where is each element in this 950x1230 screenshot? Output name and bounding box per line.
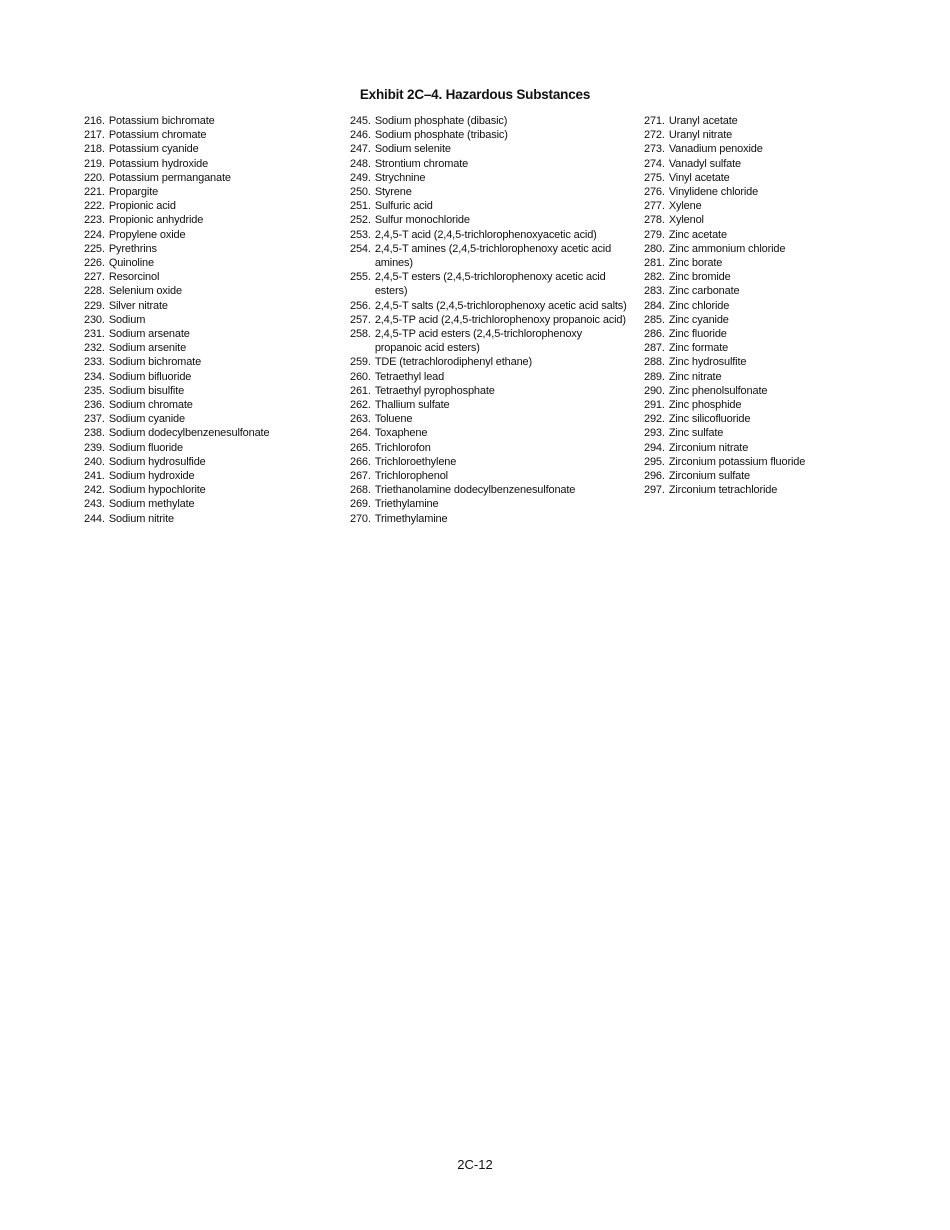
substance-name: Vanadium penoxide	[668, 143, 763, 156]
item-number: 295.	[644, 455, 665, 468]
substance-name: Sodium selenite	[374, 143, 451, 156]
item-number: 290.	[644, 384, 665, 397]
item-number: 227.	[84, 271, 105, 284]
item-number: 220.	[84, 171, 105, 184]
substance-name: Sodium chromate	[108, 399, 193, 412]
substance-name: Sodium bifluoride	[108, 370, 192, 383]
substance-name: Sodium phosphate (dibasic)	[374, 115, 508, 127]
substance-name: Uranyl nitrate	[668, 129, 733, 142]
item-number: 296.	[644, 470, 665, 483]
substance-name: Sodium hypochlorite	[108, 484, 206, 497]
item-number: 236.	[84, 399, 105, 412]
item-number: 252.	[350, 214, 371, 227]
list-item	[350, 228, 630, 242]
list-item	[84, 228, 334, 242]
list-item	[84, 398, 334, 412]
substance-name: Selenium oxide	[108, 285, 182, 298]
list-item	[350, 441, 630, 455]
substance-name: 2,4,5-T acid (2,4,5-trichlorophenoxyacetic acid)	[374, 228, 597, 241]
substance-name: Zirconium tetrachloride	[668, 484, 778, 497]
list-item	[644, 313, 864, 327]
substance-name: Potassium chromate	[108, 129, 207, 142]
substance-name: Potassium bichromate	[108, 115, 215, 127]
substance-name: Zinc carbonate	[668, 285, 740, 298]
substance-name: Xylene	[668, 200, 702, 213]
substance-name: Sodium bichromate	[108, 356, 202, 369]
list-item	[84, 341, 334, 355]
list-item	[84, 370, 334, 384]
item-number: 245.	[350, 115, 371, 127]
substance-name: Propylene oxide	[108, 228, 186, 241]
item-number: 280.	[644, 242, 665, 255]
item-number: 282.	[644, 271, 665, 284]
list-item	[644, 284, 864, 298]
substance-name: Zinc nitrate	[668, 370, 722, 383]
substance-name: Sodium arsenite	[108, 342, 187, 355]
item-number: 271.	[644, 115, 665, 127]
list-item	[84, 199, 334, 213]
item-number: 250.	[350, 186, 371, 199]
item-number: 237.	[84, 413, 105, 426]
item-number: 267.	[350, 470, 371, 483]
substance-name: Zinc sulfate	[668, 427, 724, 440]
item-number: 239.	[84, 441, 105, 454]
list-item	[84, 242, 334, 256]
list-item	[644, 142, 864, 156]
item-number: 258.	[350, 328, 371, 341]
substance-name: Uranyl acetate	[668, 115, 738, 127]
list-item	[350, 142, 630, 156]
substance-name: 2,4,5-T salts (2,4,5-trichlorophenoxy acetic acid salts)	[374, 299, 627, 312]
item-number: 286.	[644, 328, 665, 341]
substance-name: Zinc ammonium chloride	[668, 242, 786, 255]
item-number: 283.	[644, 285, 665, 298]
substance-name: Zinc hydrosulfite	[668, 356, 747, 369]
list-item	[84, 185, 334, 199]
list-item	[350, 512, 630, 526]
list-item	[350, 398, 630, 412]
list-item	[350, 327, 630, 355]
list-item	[350, 114, 630, 128]
item-number: 224.	[84, 228, 105, 241]
item-number: 231.	[84, 328, 105, 341]
list-item	[350, 313, 630, 327]
substance-name: Thallium sulfate	[374, 399, 450, 412]
substance-name: Zinc phosphide	[668, 399, 742, 412]
item-number: 285.	[644, 313, 665, 326]
list-item	[84, 313, 334, 327]
item-number: 219.	[84, 157, 105, 170]
substance-name: Sodium bisulfite	[108, 384, 185, 397]
item-number: 281.	[644, 257, 665, 270]
substance-name: Sodium fluoride	[108, 441, 183, 454]
item-number: 293.	[644, 427, 665, 440]
item-number: 218.	[84, 143, 105, 156]
list-item	[84, 469, 334, 483]
substance-name: Sodium cyanide	[108, 413, 185, 426]
substance-name: Styrene	[374, 186, 412, 199]
list-item	[84, 512, 334, 526]
list-item	[644, 256, 864, 270]
list-item	[84, 441, 334, 455]
list-item	[350, 370, 630, 384]
list-item	[644, 341, 864, 355]
item-number: 238.	[84, 427, 105, 440]
substance-name: Propionic anhydride	[108, 214, 204, 227]
substance-name: Vinylidene chloride	[668, 186, 759, 199]
list-item	[84, 284, 334, 298]
list-item	[84, 142, 334, 156]
substance-name: Sodium methylate	[108, 498, 195, 511]
item-number: 248.	[350, 157, 371, 170]
list-item	[350, 455, 630, 469]
substance-name: Zinc acetate	[668, 228, 727, 241]
substance-list-column-3	[644, 114, 864, 497]
list-item	[84, 157, 334, 171]
substance-name: Trimethylamine	[374, 512, 448, 525]
list-item	[644, 157, 864, 171]
list-item	[350, 171, 630, 185]
page-number: 2C-12	[457, 1157, 493, 1172]
list-item	[84, 384, 334, 398]
substance-name: Silver nitrate	[108, 299, 168, 312]
list-item	[644, 114, 864, 128]
substance-name: Trichlorophenol	[374, 470, 448, 483]
list-item	[84, 355, 334, 369]
substance-name: 2,4,5-T amines (2,4,5-trichlorophenoxy acetic acid amines)	[374, 242, 612, 270]
substance-name: Toluene	[374, 413, 413, 426]
list-item	[644, 469, 864, 483]
substance-name: Xylenol	[668, 214, 704, 227]
exhibit-title: Exhibit 2C–4. Hazardous Substances	[359, 87, 591, 102]
substance-name: Trichlorofon	[374, 441, 431, 454]
item-number: 226.	[84, 257, 105, 270]
substance-name: Zirconium potassium fluoride	[668, 455, 806, 468]
item-number: 263.	[350, 413, 371, 426]
substance-name: Zinc borate	[668, 257, 723, 270]
item-number: 264.	[350, 427, 371, 440]
list-item	[84, 128, 334, 142]
item-number: 266.	[350, 455, 371, 468]
item-number: 244.	[84, 512, 105, 525]
item-number: 230.	[84, 313, 105, 326]
list-item	[350, 483, 630, 497]
list-item	[84, 213, 334, 227]
substance-name: Triethanolamine dodecylbenzenesulfonate	[374, 484, 576, 497]
item-number: 229.	[84, 299, 105, 312]
item-number: 260.	[350, 370, 371, 383]
substance-name: Triethylamine	[374, 498, 439, 511]
list-item	[350, 299, 630, 313]
substance-name: 2,4,5-TP acid (2,4,5-trichlorophenoxy propanoic acid)	[374, 313, 626, 326]
list-item	[644, 185, 864, 199]
substance-name: Sodium hydrosulfide	[108, 455, 206, 468]
list-item	[644, 299, 864, 313]
item-number: 262.	[350, 399, 371, 412]
substance-name: Zinc formate	[668, 342, 729, 355]
item-number: 277.	[644, 200, 665, 213]
substance-name: Zinc cyanide	[668, 313, 729, 326]
item-number: 265.	[350, 441, 371, 454]
substance-name: Sodium dodecylbenzenesulfonate	[108, 427, 270, 440]
substance-name: Tetraethyl pyrophosphate	[374, 384, 495, 397]
list-item	[350, 355, 630, 369]
item-number: 216.	[84, 115, 105, 127]
list-item	[350, 412, 630, 426]
list-item	[644, 412, 864, 426]
item-number: 270.	[350, 512, 371, 525]
substance-name: TDE (tetrachlorodiphenyl ethane)	[374, 356, 533, 369]
list-item	[644, 242, 864, 256]
substance-name: Potassium hydroxide	[108, 157, 209, 170]
item-number: 233.	[84, 356, 105, 369]
list-item	[84, 483, 334, 497]
substance-name: Zirconium sulfate	[668, 470, 751, 483]
substance-name: Zinc chloride	[668, 299, 730, 312]
list-item	[644, 270, 864, 284]
substance-name: Strontium chromate	[374, 157, 469, 170]
item-number: 274.	[644, 157, 665, 170]
list-item	[644, 455, 864, 469]
list-item	[84, 455, 334, 469]
item-number: 255.	[350, 271, 371, 284]
item-number: 279.	[644, 228, 665, 241]
item-number: 240.	[84, 455, 105, 468]
item-number: 297.	[644, 484, 665, 497]
substance-name: Zinc silicofluoride	[668, 413, 751, 426]
item-number: 289.	[644, 370, 665, 383]
list-item	[84, 497, 334, 511]
substance-name: Sodium arsenate	[108, 328, 190, 341]
list-item	[644, 384, 864, 398]
substance-name: Quinoline	[108, 257, 154, 270]
substance-name: Potassium cyanide	[108, 143, 199, 156]
list-item	[84, 426, 334, 440]
item-number: 275.	[644, 171, 665, 184]
item-number: 272.	[644, 129, 665, 142]
item-number: 243.	[84, 498, 105, 511]
item-number: 234.	[84, 370, 105, 383]
item-number: 254.	[350, 242, 371, 255]
substance-name: Toxaphene	[374, 427, 428, 440]
substance-name: Sodium nitrite	[108, 512, 174, 525]
list-item	[644, 213, 864, 227]
item-number: 225.	[84, 242, 105, 255]
list-item	[84, 327, 334, 341]
item-number: 253.	[350, 228, 371, 241]
list-item	[84, 270, 334, 284]
item-number: 223.	[84, 214, 105, 227]
substance-name: Zirconium nitrate	[668, 441, 749, 454]
substance-name: Propargite	[108, 186, 159, 199]
item-number: 288.	[644, 356, 665, 369]
list-item	[350, 426, 630, 440]
list-item	[644, 128, 864, 142]
list-item	[350, 242, 630, 270]
item-number: 259.	[350, 356, 371, 369]
item-number: 228.	[84, 285, 105, 298]
list-item	[350, 384, 630, 398]
substance-name: Pyrethrins	[108, 242, 157, 255]
item-number: 249.	[350, 171, 371, 184]
item-number: 256.	[350, 299, 371, 312]
substance-list-column-1	[84, 114, 334, 526]
list-item	[84, 114, 334, 128]
item-number: 217.	[84, 129, 105, 142]
substance-name: Trichloroethylene	[374, 455, 457, 468]
list-item	[644, 370, 864, 384]
substance-name: Zinc phenolsulfonate	[668, 384, 768, 397]
item-number: 235.	[84, 384, 105, 397]
list-item	[350, 213, 630, 227]
item-number: 247.	[350, 143, 371, 156]
list-item	[84, 171, 334, 185]
substance-name: Sodium phosphate (tribasic)	[374, 129, 508, 142]
substance-name: Vinyl acetate	[668, 171, 730, 184]
substance-list-column-2	[350, 114, 630, 526]
list-item	[644, 398, 864, 412]
list-item	[84, 299, 334, 313]
item-number: 292.	[644, 413, 665, 426]
list-item	[84, 256, 334, 270]
list-item	[644, 441, 864, 455]
substance-name: Strychnine	[374, 171, 426, 184]
item-number: 294.	[644, 441, 665, 454]
substance-name: 2,4,5-T esters (2,4,5-trichlorophenoxy acetic acid esters)	[374, 271, 606, 298]
item-number: 251.	[350, 200, 371, 213]
list-item	[350, 128, 630, 142]
list-item	[644, 483, 864, 497]
substance-name: Zinc bromide	[668, 271, 731, 284]
list-item	[644, 199, 864, 213]
item-number: 221.	[84, 186, 105, 199]
item-number: 261.	[350, 384, 371, 397]
list-item	[350, 185, 630, 199]
list-item	[350, 469, 630, 483]
item-number: 284.	[644, 299, 665, 312]
item-number: 222.	[84, 200, 105, 213]
item-number: 241.	[84, 470, 105, 483]
item-number: 232.	[84, 342, 105, 355]
list-item	[350, 497, 630, 511]
substance-name: Sulfur monochloride	[374, 214, 470, 227]
item-number: 242.	[84, 484, 105, 497]
substance-name: 2,4,5-TP acid esters (2,4,5-trichlorophenoxy propanoic acid esters)	[374, 328, 583, 355]
substance-name: Resorcinol	[108, 271, 160, 284]
list-item	[644, 171, 864, 185]
list-item	[350, 199, 630, 213]
substance-name: Sulfuric acid	[374, 200, 433, 213]
substance-name: Potassium permanganate	[108, 171, 231, 184]
list-item	[644, 355, 864, 369]
item-number: 287.	[644, 342, 665, 355]
list-item	[350, 270, 630, 298]
list-item	[350, 157, 630, 171]
list-item	[644, 228, 864, 242]
item-number: 257.	[350, 313, 371, 326]
substance-name: Zinc fluoride	[668, 328, 727, 341]
item-number: 291.	[644, 399, 665, 412]
item-number: 268.	[350, 484, 371, 497]
substance-name: Vanadyl sulfate	[668, 157, 741, 170]
substance-name: Tetraethyl lead	[374, 370, 445, 383]
list-item	[84, 412, 334, 426]
item-number: 278.	[644, 214, 665, 227]
list-item	[644, 426, 864, 440]
item-number: 273.	[644, 143, 665, 156]
item-number: 269.	[350, 498, 371, 511]
substance-name: Sodium	[108, 313, 146, 326]
item-number: 276.	[644, 186, 665, 199]
substance-name: Propionic acid	[108, 200, 176, 213]
item-number: 246.	[350, 129, 371, 142]
substance-name: Sodium hydroxide	[108, 470, 195, 483]
list-item	[644, 327, 864, 341]
